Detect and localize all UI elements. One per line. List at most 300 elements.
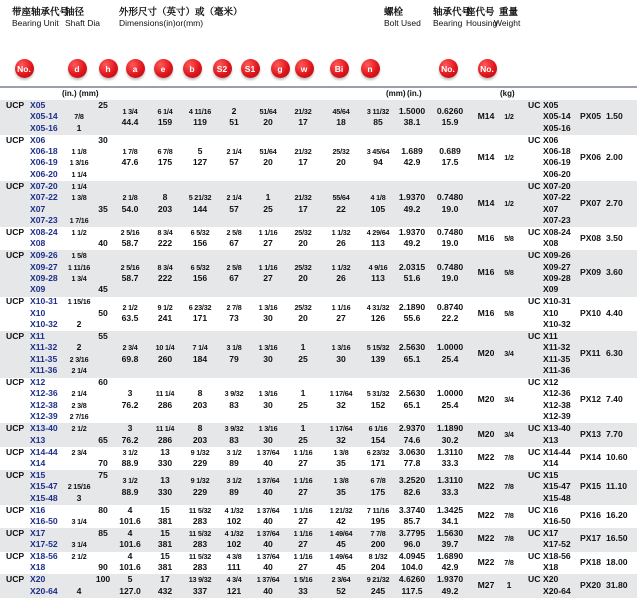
dim-w-mm: 154 xyxy=(370,434,386,445)
bearing-unit-code: X16-50 xyxy=(30,515,58,526)
dim-w-in: 8 1/32 xyxy=(368,552,388,562)
dim-s2-in: 1 37/64 xyxy=(256,575,280,585)
bearing-code: X06 xyxy=(543,134,559,145)
table-row xyxy=(0,470,637,505)
bearing-code: X09 xyxy=(543,284,559,295)
dim-w-mm: 171 xyxy=(370,457,386,468)
dim-b-in: 2 xyxy=(231,105,237,116)
bearing-unit-code: X17-52 xyxy=(30,539,58,550)
dim-b-mm: 73 xyxy=(229,313,239,324)
bolt-in: 1/2 xyxy=(504,112,514,122)
bearing-code: X17 xyxy=(543,527,559,538)
dim-a-in: 11 1/4 xyxy=(155,424,175,434)
dim-bi-in: 2.5630 xyxy=(398,342,426,353)
shaft-dia-in: 1 3/8 xyxy=(71,193,87,203)
weight-header-cn: 重量 xyxy=(499,7,519,18)
dim-e-mm: 184 xyxy=(192,353,208,364)
dim-s1-in: 1 1/16 xyxy=(293,476,313,486)
dim-g-in: 2 3/64 xyxy=(331,575,351,585)
symbol-a: a xyxy=(126,59,145,78)
bearing-unit-code: X05-16 xyxy=(30,122,58,133)
dim-b-in: 4 1/32 xyxy=(224,528,244,538)
dim-a-mm: 159 xyxy=(157,117,173,128)
weight-kg: 16.50 xyxy=(606,533,628,544)
dim-w-mm: 139 xyxy=(370,353,386,364)
bearing-unit-code: X05 xyxy=(30,100,46,110)
dim-s1-mm: 27 xyxy=(298,486,308,497)
bearing-code: X14-44 xyxy=(543,446,571,457)
bearing-unit-code: X09 xyxy=(30,284,46,295)
dim-w-in: 4 29/64 xyxy=(366,227,390,237)
unit-prefix: UCP xyxy=(6,100,25,110)
dim-a-in: 11 1/4 xyxy=(155,389,175,399)
dim-bi-in: 1.689 xyxy=(401,146,423,157)
dim-n-in: 1.5630 xyxy=(436,527,464,538)
dim-s2-mm: 40 xyxy=(263,539,273,550)
dim-s2-in: 1 1/16 xyxy=(258,227,278,237)
dim-n-in: 1.1890 xyxy=(436,423,464,434)
dim-n-in: 1.0000 xyxy=(436,388,464,399)
bearing-prefix: UC xyxy=(528,377,541,388)
housing-code: PX12 xyxy=(580,394,602,405)
bearing-header-cn: 轴承代号 xyxy=(433,7,472,18)
shaft-dia-in: 1 3/4 xyxy=(71,273,87,283)
bearing-code: X18-56 xyxy=(543,551,571,562)
dim-w-in: 6 7/8 xyxy=(370,476,386,486)
table-row xyxy=(0,296,637,331)
dim-b-mm: 111 xyxy=(227,562,241,573)
dim-g-in: 1 49/64 xyxy=(329,552,353,562)
dim-s1-in: 1 xyxy=(300,388,306,399)
dim-w-in: 4 1/8 xyxy=(370,193,386,203)
dim-bi-in: 3.0630 xyxy=(398,446,426,457)
shaft-dia-in: 1 7/16 xyxy=(69,215,89,225)
bearing-unit-code: X06-18 xyxy=(30,146,58,157)
shaft-dia-mm: 75 xyxy=(98,469,108,480)
housing-header-cn: 座代号 xyxy=(466,7,495,18)
dim-s1-in: 1 1/16 xyxy=(293,447,313,457)
dim-a-in: 8 3/4 xyxy=(157,262,173,272)
bearing-prefix: UC xyxy=(528,504,541,515)
housing-code: PX05 xyxy=(580,111,602,122)
dim-w-in: 5 31/32 xyxy=(366,389,390,399)
dim-b-in: 3 1/2 xyxy=(226,447,242,457)
bolt-mm: M16 xyxy=(477,267,495,278)
bearing-code: X09-27 xyxy=(543,261,571,272)
shaft-dia-in: 2 1/2 xyxy=(71,424,87,434)
dim-h-mm: 69.8 xyxy=(121,353,139,364)
symbol-b: b xyxy=(183,59,202,78)
dim-a-mm: 203 xyxy=(157,203,173,214)
bearing-prefix: UC xyxy=(528,469,541,480)
dim-n-in: 1.3110 xyxy=(437,446,463,457)
dim-b-mm: 67 xyxy=(229,272,239,283)
shaft-dia-mm: 45 xyxy=(98,284,108,295)
shaft-dia-in: 2 7/16 xyxy=(69,412,89,422)
bearing-code: X05-14 xyxy=(543,111,571,122)
dim-h-mm: 63.5 xyxy=(121,313,139,324)
dim-b-in: 4 3/8 xyxy=(226,552,242,562)
bolt-in: 3/4 xyxy=(504,429,514,439)
dim-e-mm: 119 xyxy=(193,117,207,128)
table-row xyxy=(0,250,637,297)
dim-bi-in: 3.7795 xyxy=(398,527,426,538)
shaft-header-cn: 轴径 xyxy=(65,7,85,18)
bearing-unit-code: X17 xyxy=(30,527,46,538)
weight-kg: 10.60 xyxy=(606,452,628,463)
housing-code: PX08 xyxy=(580,232,602,243)
dim-a-in: 8 3/4 xyxy=(157,227,173,237)
dim-bi-in: 2.0315 xyxy=(398,261,426,272)
dim-n-mm: 25.4 xyxy=(441,399,459,410)
dim-h-in: 3 1/2 xyxy=(122,447,138,457)
dim-b-in: 3 9/32 xyxy=(224,424,244,434)
bearing-code: X13 xyxy=(543,434,559,445)
shaft-dia-in: 3 xyxy=(76,492,82,503)
dim-bi-in: 4.6260 xyxy=(398,574,426,585)
bearing-unit-code: X10-31 xyxy=(30,296,58,307)
dim-bi-mm: 96.0 xyxy=(403,539,421,550)
dim-b-mm: 102 xyxy=(226,539,242,550)
bolt-in: 7/8 xyxy=(504,482,514,492)
dim-b-in: 4 1/32 xyxy=(224,505,244,515)
dim-s1-in: 21/32 xyxy=(294,147,312,157)
dim-s1-in: 1 1/16 xyxy=(293,552,313,562)
dim-w-in: 5 15/32 xyxy=(366,343,390,353)
dim-a-mm: 330 xyxy=(157,457,173,468)
housing-header: Housing xyxy=(466,18,498,28)
dim-b-mm: 89 xyxy=(229,486,239,497)
bearing-code: X11-36 xyxy=(543,365,571,376)
bearing-code: X11-35 xyxy=(543,353,571,364)
bearing-prefix: UC xyxy=(528,551,541,562)
dim-s1-mm: 25 xyxy=(298,399,308,410)
bolt-mm: M20 xyxy=(477,394,495,405)
dim-h-in: 4 xyxy=(127,504,133,515)
dim-bi-mm: 85.7 xyxy=(403,515,421,526)
dim-s2-in: 1 xyxy=(265,192,271,203)
dim-s1-in: 25/32 xyxy=(294,227,312,237)
dim-e-in: 13 9/32 xyxy=(188,575,212,585)
dim-e-mm: 283 xyxy=(192,515,208,526)
symbol-w: w xyxy=(295,59,314,78)
dim-s1-mm: 20 xyxy=(298,272,308,283)
dim-s2-mm: 40 xyxy=(263,486,273,497)
bearing-code: X14 xyxy=(543,457,559,468)
shaft-dia-in: 4 xyxy=(76,585,82,596)
dim-s2-in: 1 3/16 xyxy=(258,343,278,353)
dim-w-in: 7 7/8 xyxy=(370,528,386,538)
dim-a-mm: 260 xyxy=(157,353,173,364)
unit-prefix: UCP xyxy=(6,250,25,261)
bearing-unit-code: X15-48 xyxy=(30,492,58,503)
dim-b-in: 4 3/4 xyxy=(226,575,242,585)
dim-g-mm: 32 xyxy=(336,399,346,410)
dim-n-in: 0.6260 xyxy=(436,105,464,116)
dim-a-in: 15 xyxy=(160,527,170,538)
dim-g-in: 1 17/64 xyxy=(329,424,353,434)
dim-n-mm: 15.9 xyxy=(441,117,459,128)
table-row xyxy=(0,331,637,378)
dim-a-in: 8 xyxy=(162,192,168,203)
dim-g-in: 1 1/32 xyxy=(331,262,351,272)
dim-e-in: 6 5/32 xyxy=(190,227,210,237)
dim-h-in: 2 5/16 xyxy=(120,262,140,272)
bearing-code: X17-52 xyxy=(543,539,571,550)
dim-bi-mm: 55.6 xyxy=(403,313,421,324)
bearing-code: X06-20 xyxy=(543,168,571,179)
dim-bi-mm: 65.1 xyxy=(403,399,421,410)
dim-n-in: 1.6890 xyxy=(436,551,464,562)
dim-h-mm: 76.2 xyxy=(121,399,139,410)
shaft-dia-in: 1 3/16 xyxy=(69,158,89,168)
dim-b-in: 2 1/4 xyxy=(226,147,242,157)
bearing-prefix: UC xyxy=(528,527,541,538)
dim-a-mm: 286 xyxy=(157,434,173,445)
dim-s2-mm: 27 xyxy=(263,238,273,249)
dim-h-mm: 54.0 xyxy=(121,203,139,214)
dim-s2-in: 1 3/16 xyxy=(258,424,278,434)
shaft-dia-in: 1 1/4 xyxy=(71,181,87,191)
header-divider xyxy=(0,86,637,88)
dim-s2-in: 1 3/16 xyxy=(258,389,278,399)
dim-a-in: 15 xyxy=(160,504,170,515)
bolt-mm: M22 xyxy=(477,510,495,521)
housing-code: PX07 xyxy=(580,197,602,208)
bolt-in: 7/8 xyxy=(504,557,514,567)
dim-s1-in: 1 1/16 xyxy=(293,505,313,515)
bearing-code: X18 xyxy=(543,562,559,573)
bearing-unit-code: X12 xyxy=(30,377,46,388)
unit-prefix: UCP xyxy=(6,469,25,480)
dim-h-mm: 58.7 xyxy=(121,238,139,249)
dim-g-mm: 45 xyxy=(336,562,346,573)
table-row xyxy=(0,528,637,552)
dim-g-in: 1 49/64 xyxy=(329,528,353,538)
dim-w-in: 3 11/32 xyxy=(366,106,390,116)
dim-n-mm: 33.3 xyxy=(441,486,459,497)
shaft-dia-in: 2 3/4 xyxy=(71,447,87,457)
bearing-unit-code: X10 xyxy=(30,307,46,318)
dim-s1-in: 1 1/16 xyxy=(293,528,313,538)
dim-s2-mm: 20 xyxy=(263,157,273,168)
housing-code: PX16 xyxy=(580,510,602,521)
bolt-mm: M14 xyxy=(477,111,495,122)
bearing-unit-header: Bearing Unit xyxy=(12,18,59,28)
dim-a-mm: 222 xyxy=(157,272,173,283)
weight-header: Weight xyxy=(494,18,521,28)
dim-g-mm: 20 xyxy=(336,157,346,168)
dim-a-mm: 241 xyxy=(157,313,173,324)
dim-h-in: 5 xyxy=(127,574,133,585)
weight-kg: 16.20 xyxy=(606,510,628,521)
dim-bi-mm: 49.2 xyxy=(403,203,421,214)
dim-g-in: 1 3/8 xyxy=(333,447,349,457)
bearing-prefix: UC xyxy=(528,134,541,145)
bolt-mm: M20 xyxy=(477,348,495,359)
shaft-dia-mm: 55 xyxy=(98,331,108,341)
symbol-g: g xyxy=(271,59,290,78)
bearing-unit-code: X05-14 xyxy=(30,111,58,122)
dim-n-mm: 22.2 xyxy=(441,313,459,324)
dim-bi-mm: 49.2 xyxy=(403,238,421,249)
symbol-bi: Bi xyxy=(330,59,349,78)
shaft-dia-in: 2 xyxy=(76,342,82,353)
bearing-header: Bearing xyxy=(433,18,463,28)
dim-s2-in: 1 37/64 xyxy=(256,505,280,515)
dim-w-in: 6 1/16 xyxy=(368,424,388,434)
bearing-unit-code: X09-27 xyxy=(30,261,58,272)
bolt-mm: M22 xyxy=(477,533,495,544)
dim-g-mm: 26 xyxy=(336,272,346,283)
dim-s2-mm: 40 xyxy=(263,562,273,573)
dim-n-in: 0.8740 xyxy=(436,301,464,312)
dim-b-mm: 83 xyxy=(229,434,239,445)
dim-s2-in: 1 37/64 xyxy=(256,528,280,538)
shaft-dia-in: 7/8 xyxy=(74,112,84,122)
bearing-code: X15-48 xyxy=(543,492,571,503)
dim-a-in: 10 1/4 xyxy=(155,343,175,353)
unit-prefix: UCP xyxy=(6,446,25,457)
shaft-dia-in: 3 1/4 xyxy=(71,540,87,550)
unit-prefix: UCP xyxy=(6,377,25,388)
bearing-code: X11-32 xyxy=(543,342,571,353)
shaft-dia-mm: 35 xyxy=(98,203,108,214)
dim-s1-mm: 33 xyxy=(298,585,308,596)
bearing-code: X10-32 xyxy=(543,319,571,330)
dim-s2-in: 51/64 xyxy=(259,106,277,116)
dim-e-mm: 229 xyxy=(192,486,208,497)
dim-b-in: 3 1/2 xyxy=(226,476,242,486)
dim-h-mm: 47.6 xyxy=(121,157,139,168)
dim-a-mm: 432 xyxy=(157,585,173,596)
dim-e-mm: 156 xyxy=(192,238,208,249)
bearing-unit-code: X13-40 xyxy=(30,423,58,434)
dim-e-in: 6 23/32 xyxy=(188,302,212,312)
dim-e-in: 9 1/32 xyxy=(190,447,210,457)
bearing-code: X15 xyxy=(543,469,559,480)
symbol-s1: S1 xyxy=(241,59,260,78)
bolt-in: 1/2 xyxy=(504,152,514,162)
shaft-dia-mm: 80 xyxy=(98,504,108,515)
bearing-unit-code: X14-44 xyxy=(30,446,58,457)
dim-bi-in: 4.0945 xyxy=(398,551,426,562)
dim-b-mm: 121 xyxy=(226,585,242,596)
dim-s2-mm: 40 xyxy=(263,515,273,526)
bolt-in: 5/8 xyxy=(504,233,514,243)
dim-g-in: 45/64 xyxy=(332,106,350,116)
dim-s1-mm: 27 xyxy=(298,562,308,573)
dim-n-in: 0.689 xyxy=(439,146,461,157)
table-row xyxy=(0,100,637,135)
dim-b-mm: 83 xyxy=(229,399,239,410)
bolt-mm: M22 xyxy=(477,452,495,463)
dim-s2-in: 1 37/64 xyxy=(256,552,280,562)
bearing-unit-code: X10-32 xyxy=(30,319,58,330)
dim-n-mm: 19.0 xyxy=(441,272,459,283)
bearing-code: X12-38 xyxy=(543,399,571,410)
dim-a-in: 6 1/4 xyxy=(157,106,173,116)
bolt-mm: M16 xyxy=(477,307,495,318)
dim-a-mm: 381 xyxy=(157,562,173,573)
dim-h-mm: 127.0 xyxy=(119,585,141,596)
unit-prefix: UCP xyxy=(6,180,25,191)
dim-s1-mm: 27 xyxy=(298,539,308,550)
bolt-mm: M22 xyxy=(477,481,495,492)
symbol-h: h xyxy=(99,59,118,78)
dim-n-in: 1.3110 xyxy=(437,475,463,486)
dim-w-in: 7 11/16 xyxy=(366,505,390,515)
dim-g-in: 25/32 xyxy=(332,147,350,157)
bearing-unit-code: X11 xyxy=(30,331,45,341)
bearing-unit-code: X09-28 xyxy=(30,272,58,283)
bolt-mm: M27 xyxy=(477,580,495,591)
dim-b-in: 2 1/4 xyxy=(226,193,242,203)
shaft-dia-mm: 50 xyxy=(98,307,108,318)
dim-b-in: 2 5/8 xyxy=(226,262,242,272)
dims-header: Dimensions(in)or(mm) xyxy=(119,18,204,28)
bolt-mm: M16 xyxy=(477,232,495,243)
bearing-unit-code: X07 xyxy=(30,203,46,214)
housing-code: PX20 xyxy=(580,580,602,591)
bearing-prefix: UC xyxy=(528,226,541,237)
dim-s1-in: 1 5/16 xyxy=(293,575,313,585)
dim-h-mm: 76.2 xyxy=(121,434,139,445)
bearing-code: X16 xyxy=(543,504,559,515)
dim-h-mm: 101.6 xyxy=(119,539,141,550)
bearing-unit-code: X07-23 xyxy=(30,214,58,225)
dim-e-mm: 144 xyxy=(192,203,208,214)
dim-b-mm: 102 xyxy=(226,515,242,526)
dim-h-in: 3 xyxy=(127,388,133,399)
bearing-code: X08-24 xyxy=(543,226,571,237)
dim-h-in: 2 1/2 xyxy=(122,302,138,312)
shaft-dia-in: 2 3/16 xyxy=(69,354,89,364)
dim-n-mm: 34.1 xyxy=(441,515,459,526)
dim-e-mm: 283 xyxy=(192,539,208,550)
dim-s2-mm: 20 xyxy=(263,117,273,128)
dim-s1-in: 1 xyxy=(300,342,306,353)
dim-h-in: 4 xyxy=(127,527,133,538)
table-row xyxy=(0,423,637,447)
dim-s2-mm: 30 xyxy=(263,353,273,364)
bearing-unit-code: X06-19 xyxy=(30,157,58,168)
bearing-code: X07-20 xyxy=(543,180,571,191)
dim-bi-mm: 65.1 xyxy=(403,353,421,364)
dims-header-cn: 外形尺寸（英寸）或（毫米） xyxy=(119,7,243,18)
dim-b-in: 3 9/32 xyxy=(224,389,244,399)
bearing-prefix: UC xyxy=(528,296,541,307)
dim-h-in: 4 xyxy=(127,551,133,562)
dim-g-mm: 52 xyxy=(336,585,346,596)
dim-g-in: 1 1/16 xyxy=(331,302,351,312)
bearing-unit-code: X16 xyxy=(30,504,46,515)
bolt-header: Bolt Used xyxy=(384,18,421,28)
symbol-no: No. xyxy=(478,59,497,78)
dim-g-in: 1 3/8 xyxy=(333,476,349,486)
dim-h-mm: 101.6 xyxy=(119,515,141,526)
dim-h-mm: 88.9 xyxy=(121,457,139,468)
dim-h-mm: 44.4 xyxy=(121,117,139,128)
dim-b-mm: 79 xyxy=(229,353,239,364)
dim-h-in: 1 7/8 xyxy=(122,147,138,157)
dim-n-mm: 42.9 xyxy=(441,562,459,573)
bearing-unit-code: X18 xyxy=(30,562,46,573)
dim-s2-in: 1 1/16 xyxy=(258,262,278,272)
bolt-in: 7/8 xyxy=(504,511,514,521)
unit-prefix: UCP xyxy=(6,551,25,562)
dim-n-in: 0.7480 xyxy=(436,261,464,272)
